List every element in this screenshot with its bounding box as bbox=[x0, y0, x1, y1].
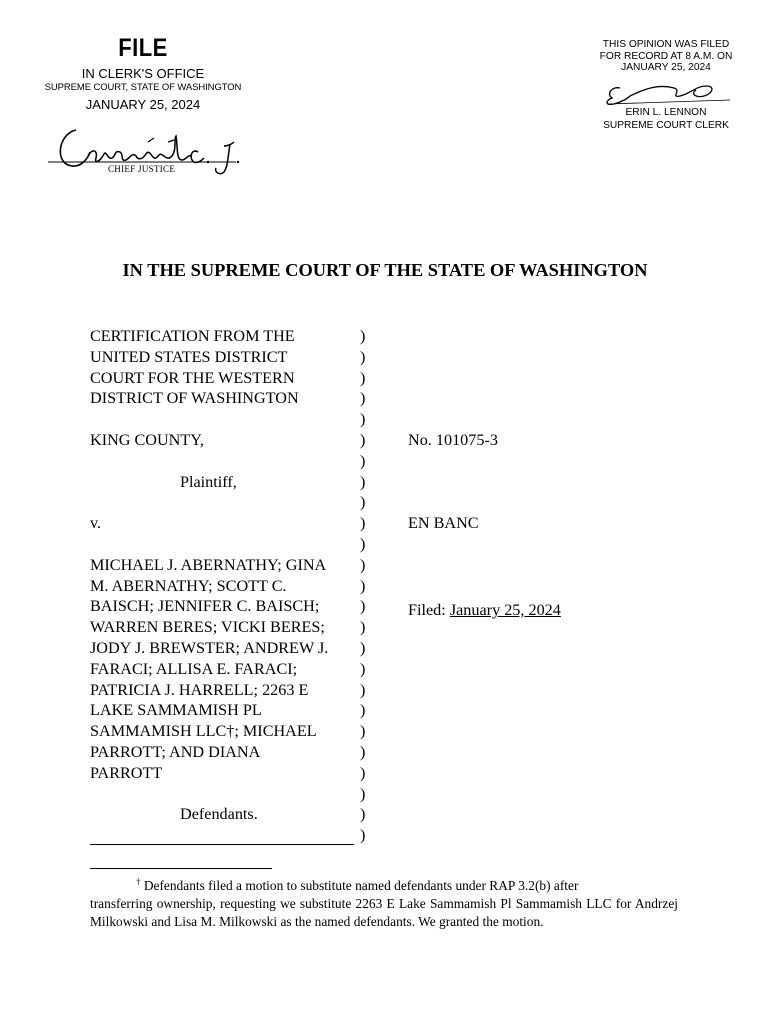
stamp-date: JANUARY 25, 2024 bbox=[85, 97, 201, 112]
paren: ) bbox=[360, 472, 366, 491]
filed-label: Filed: bbox=[408, 601, 450, 619]
paren: ) bbox=[360, 784, 366, 803]
certification-line: UNITED STATES DISTRICT bbox=[90, 347, 288, 366]
blank-line bbox=[90, 492, 328, 513]
defendant-line: PATRICIA J. HARRELL; 2263 E bbox=[90, 680, 309, 699]
clerk-office-label: IN CLERK'S OFFICE bbox=[81, 66, 205, 81]
footnote-first-line bbox=[90, 877, 678, 895]
filed-notice-line1: THIS OPINION WAS FILED bbox=[602, 39, 730, 50]
plaintiff-name: KING COUNTY, bbox=[90, 430, 204, 449]
paren: ) bbox=[360, 534, 366, 553]
paren: ) bbox=[360, 659, 366, 678]
defendant-line: LAKE SAMMAMISH PL bbox=[90, 701, 262, 720]
court-title: IN THE SUPREME COURT OF THE STATE OF WASHINGTON bbox=[122, 260, 648, 280]
footnote-marker: † bbox=[136, 876, 141, 887]
paren: ) bbox=[360, 638, 366, 657]
defendant-line: BAISCH; JENNIFER C. BAISCH; bbox=[90, 597, 320, 616]
defendants-label: Defendants. bbox=[180, 805, 258, 824]
footnote-rule bbox=[90, 868, 272, 869]
defendant-line: M. ABERNATHY; SCOTT C. bbox=[90, 576, 287, 595]
certification-line: CERTIFICATION FROM THE bbox=[90, 327, 295, 345]
paren: ) bbox=[360, 763, 366, 782]
blank-line bbox=[90, 784, 328, 805]
paren: ) bbox=[360, 430, 366, 449]
case-caption bbox=[90, 326, 328, 825]
paren: ) bbox=[360, 742, 366, 761]
paren: ) bbox=[360, 722, 366, 741]
filed-notice-line3: JANUARY 25, 2024 bbox=[621, 62, 711, 74]
filed-notice-line2: FOR RECORD AT 8 A.M. ON bbox=[599, 50, 733, 62]
certification-line: DISTRICT OF WASHINGTON bbox=[90, 389, 299, 408]
defendant-line: FARACI; ALLISA E. FARACI; bbox=[90, 659, 298, 678]
paren: ) bbox=[360, 389, 366, 408]
footnote bbox=[90, 877, 678, 931]
paren: ) bbox=[360, 555, 366, 574]
defendant-line: MICHAEL J. ABERNATHY; GINA bbox=[90, 555, 327, 574]
filed-date: January 25, 2024 bbox=[449, 601, 561, 619]
blank-line bbox=[90, 534, 328, 555]
file-stamp-right bbox=[588, 39, 744, 74]
paren: ) bbox=[360, 805, 366, 824]
court-name-label: SUPREME COURT, STATE OF WASHINGTON bbox=[44, 82, 242, 93]
footnote-body: transferring ownership, requesting we substitute 2263 E Lake Sammamish Pl Sammamish LLC for Andrzej Milkowski and Lisa M. Milkowski as the named defendants. We granted the motion. bbox=[90, 896, 678, 929]
filed-line bbox=[408, 600, 561, 621]
clerk-block bbox=[588, 107, 744, 132]
paren: ) bbox=[360, 493, 366, 512]
paren: ) bbox=[360, 327, 366, 345]
paren: ) bbox=[360, 826, 366, 845]
clerk-signature bbox=[600, 78, 735, 108]
defendant-line: WARREN BERES; VICKI BERES; bbox=[90, 618, 325, 637]
plaintiff-label: Plaintiff, bbox=[180, 472, 237, 491]
paren: ) bbox=[360, 618, 366, 637]
case-number: No. 101075-3 bbox=[408, 431, 498, 449]
paren: ) bbox=[360, 514, 366, 533]
paren: ) bbox=[360, 597, 366, 616]
clerk-name: ERIN L. LENNON bbox=[625, 107, 707, 118]
versus-label: v. bbox=[90, 514, 102, 533]
defendant-line: PARROTT bbox=[90, 763, 163, 782]
blank-line bbox=[90, 451, 328, 472]
defendant-line: JODY J. BREWSTER; ANDREW J. bbox=[90, 638, 329, 657]
paren: ) bbox=[360, 701, 366, 720]
en-banc-label: EN BANC bbox=[408, 514, 479, 532]
caption-parens bbox=[360, 326, 365, 846]
footnote-line1: Defendants filed a motion to substitute named defendants under RAP 3.2(b) after bbox=[140, 878, 579, 893]
paren: ) bbox=[360, 451, 366, 470]
paren: ) bbox=[360, 368, 366, 387]
caption-rule bbox=[90, 844, 354, 845]
paren: ) bbox=[360, 347, 366, 366]
defendant-line: PARROTT; AND DIANA bbox=[90, 742, 261, 761]
chief-justice-title: CHIEF JUSTICE bbox=[108, 164, 176, 174]
paren: ) bbox=[360, 576, 366, 595]
defendant-line: SAMMAMISH LLC†; MICHAEL bbox=[90, 722, 317, 741]
clerk-title: SUPREME COURT CLERK bbox=[603, 119, 729, 131]
paren: ) bbox=[360, 410, 366, 429]
file-heading: FILE bbox=[118, 34, 168, 62]
certification-line: COURT FOR THE WESTERN bbox=[90, 368, 295, 387]
paren: ) bbox=[360, 680, 366, 699]
blank-line bbox=[90, 409, 328, 430]
file-stamp-left bbox=[20, 34, 266, 112]
